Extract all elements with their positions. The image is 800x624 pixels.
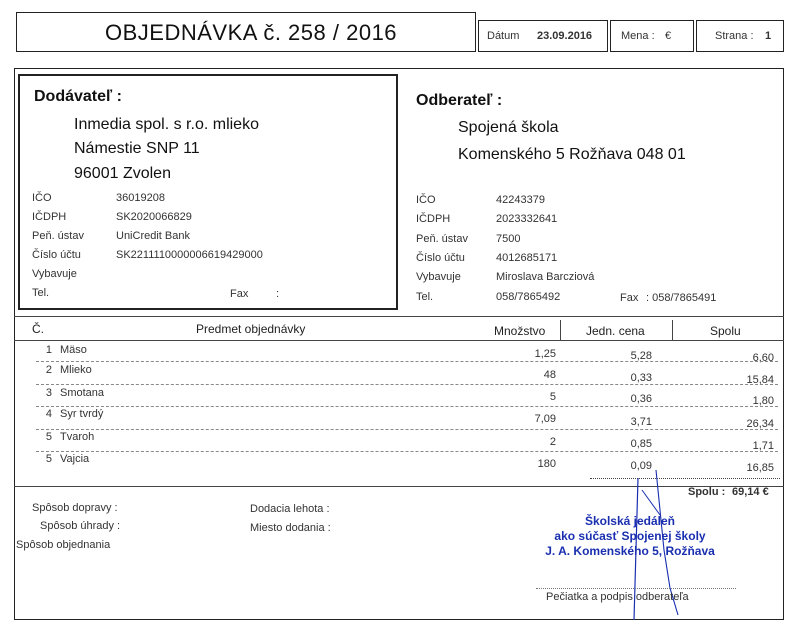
supplier-ico-label: IČO [32, 192, 52, 204]
customer-ico-label: IČO [416, 194, 436, 206]
customer-contact-label: Vybavuje [416, 271, 461, 283]
payment-label: Spôsob úhrady : [40, 520, 121, 532]
table-header-rule [14, 340, 784, 341]
row-total: 26,34 [746, 418, 774, 430]
customer-phone-value: 058/7865492 [496, 291, 561, 303]
row-total: 1,71 [752, 440, 774, 452]
supplier-icdph-label: IČDPH [32, 211, 67, 223]
sum-value: 69,14 € [732, 486, 769, 498]
customer-fax-label: Fax [620, 292, 639, 304]
supplier-contact-label: Vybavuje [32, 268, 77, 280]
supplier-bank-label: Peň. ústav [32, 230, 84, 242]
customer-contact-value: Miroslava Barcziová [496, 271, 595, 283]
row-number: 3 [45, 387, 52, 399]
supplier-ico-value: 36019208 [116, 192, 165, 204]
supplier-street: Námestie SNP 11 [74, 140, 200, 157]
row-qty: 5 [549, 391, 556, 403]
customer-street: Komenského 5 Rožňava 048 01 [458, 146, 686, 163]
row-rule [36, 429, 778, 430]
transport-label: Spôsob dopravy : [32, 502, 118, 514]
row-total: 6,60 [752, 352, 774, 364]
supplier-bank-value: UniCredit Bank [116, 230, 190, 242]
row-item: Syr tvrdý [60, 408, 104, 420]
row-price: 5,28 [630, 350, 652, 362]
currency-value: € [665, 30, 672, 42]
row-rule [36, 451, 778, 452]
row-price: 3,71 [630, 416, 652, 428]
row-item: Vajcia [60, 453, 90, 465]
column-header-total: Spolu [710, 324, 741, 338]
delivery-place-label: Miesto dodania : [250, 522, 331, 534]
supplier-phone-label: Tel. [32, 287, 50, 299]
row-item: Smotana [60, 387, 105, 399]
row-price: 0,36 [630, 393, 652, 405]
supplier-heading: Dodávateľ : [34, 88, 122, 105]
column-header-item: Predmet objednávky [196, 322, 306, 336]
row-rule [36, 406, 778, 407]
supplier-box [18, 74, 398, 310]
row-qty: 180 [537, 458, 556, 470]
supplier-city: 96001 Zvolen [74, 165, 171, 182]
supplier-account-value: SK2211110000006619429000 [116, 249, 263, 261]
customer-name: Spojená škola [458, 119, 559, 136]
row-qty: 2 [549, 436, 556, 448]
row-total: 15,84 [746, 374, 774, 386]
currency-label: Mena : [621, 30, 655, 42]
row-qty: 48 [543, 369, 556, 381]
customer-account-label: Číslo účtu [416, 252, 465, 264]
column-header-qty: Množstvo [494, 324, 546, 338]
customer-icdph-value: 2023332641 [496, 213, 558, 225]
supplier-icdph-value: SK2020066829 [116, 211, 192, 223]
row-number: 5 [45, 431, 52, 443]
delivery-time-label: Dodacia lehota : [250, 503, 330, 515]
row-number: 4 [45, 408, 52, 420]
date-value: 23.09.2016 [537, 30, 593, 42]
row-rule [36, 384, 778, 385]
row-total: 1,80 [752, 395, 774, 407]
customer-ico-value: 42243379 [496, 194, 545, 206]
date-box [478, 20, 608, 52]
table-divider-price [672, 320, 673, 340]
title-box [16, 12, 476, 52]
supplier-account-label: Číslo účtu [32, 249, 81, 261]
table-divider-qty [560, 320, 561, 340]
column-header-price: Jedn. cena [586, 324, 645, 338]
row-qty: 7,09 [534, 413, 556, 425]
stamp-line-1: Školská jedáleň [584, 514, 676, 528]
row-number: 2 [45, 364, 52, 376]
row-item: Mäso [60, 344, 87, 356]
currency-box [610, 20, 694, 52]
row-price: 0,33 [630, 372, 652, 384]
supplier-fax-value: : [276, 288, 280, 300]
signature-line [536, 588, 736, 589]
stamp-line-2: ako súčasť Spojenej školy [554, 529, 706, 543]
row-item: Tvaroh [60, 431, 95, 443]
customer-bank-value: 7500 [496, 233, 521, 245]
table-top-rule [14, 316, 784, 317]
customer-phone-label: Tel. [416, 291, 434, 303]
row-qty: 1,25 [534, 348, 556, 360]
page-value: 1 [765, 30, 772, 42]
row-item: Mlieko [60, 364, 92, 376]
row-price: 0,09 [630, 460, 652, 472]
page-box [696, 20, 784, 52]
sum-label: Spolu : [688, 486, 726, 498]
column-header-no: Č. [32, 322, 44, 336]
customer-heading: Odberateľ : [416, 92, 503, 109]
row-number: 1 [45, 344, 52, 356]
date-label: Dátum [487, 30, 520, 42]
stamp-line-3: J. A. Komenského 5, Rožňava [545, 544, 715, 558]
ordering-label: Spôsob objednania [16, 539, 111, 551]
customer-bank-label: Peň. ústav [416, 233, 468, 245]
customer-fax-value: : 058/7865491 [646, 292, 717, 304]
row-rule [36, 361, 778, 362]
row-price: 0,85 [630, 438, 652, 450]
signature-label: Pečiatka a podpis odberateľa [546, 591, 689, 603]
supplier-name: Inmedia spol. s r.o. mlieko [74, 116, 259, 133]
row-number: 5 [45, 453, 52, 465]
customer-icdph-label: IČDPH [416, 213, 451, 225]
document-title: OBJEDNÁVKA č. 258 / 2016 [105, 20, 398, 45]
customer-account-value: 4012685171 [496, 252, 558, 264]
page-label: Strana : [715, 30, 754, 42]
row-total: 16,85 [746, 462, 774, 474]
supplier-fax-label: Fax [230, 288, 249, 300]
